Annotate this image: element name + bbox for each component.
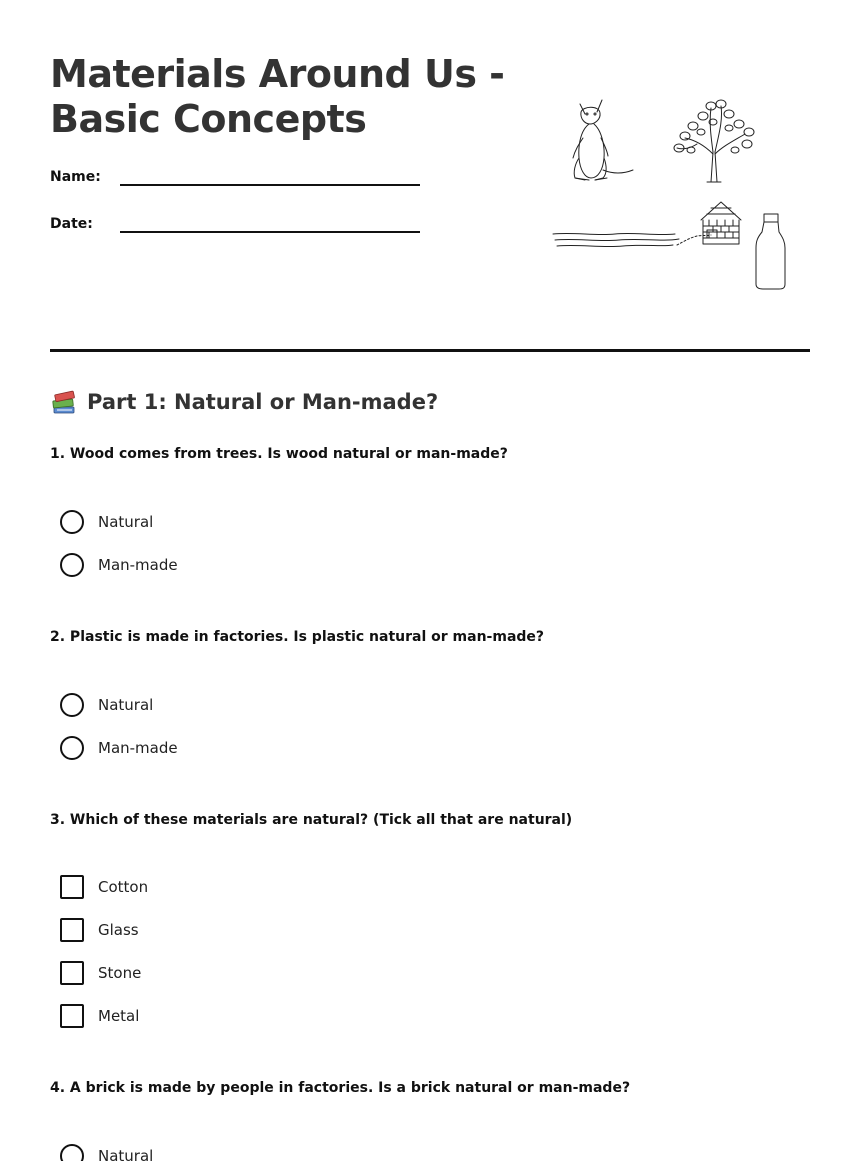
q1-option-natural[interactable] bbox=[60, 510, 153, 534]
checkbox[interactable] bbox=[60, 875, 84, 899]
name-label: Name: bbox=[50, 169, 101, 185]
question-1: 1. Wood comes from trees. Is wood natural or man-made? bbox=[50, 446, 508, 462]
tree-icon bbox=[674, 100, 754, 182]
q4-option-natural[interactable] bbox=[60, 1144, 153, 1161]
option-label: Natural bbox=[98, 1147, 154, 1161]
title-line-1: Materials Around Us - bbox=[50, 52, 505, 96]
option-label: Glass bbox=[98, 921, 139, 939]
section-divider bbox=[50, 349, 810, 352]
books-icon bbox=[50, 388, 78, 416]
option-label: Stone bbox=[98, 964, 142, 982]
title-line-2: Basic Concepts bbox=[50, 97, 367, 141]
q3-option-stone[interactable] bbox=[60, 961, 141, 985]
radio-button[interactable] bbox=[60, 736, 84, 760]
question-4: 4. A brick is made by people in factories. Is a brick natural or man-made? bbox=[50, 1080, 631, 1096]
option-label: Man-made bbox=[98, 556, 178, 574]
radio-button[interactable] bbox=[60, 510, 84, 534]
radio-button[interactable] bbox=[60, 1144, 84, 1161]
option-label: Metal bbox=[98, 1007, 140, 1025]
bottle-icon bbox=[756, 214, 785, 289]
checkbox[interactable] bbox=[60, 961, 84, 985]
materials-illustration bbox=[545, 92, 795, 297]
radio-button[interactable] bbox=[60, 693, 84, 717]
date-label: Date: bbox=[50, 216, 93, 232]
kangaroo-icon bbox=[573, 100, 633, 180]
section-1-title: Part 1: Natural or Man-made? bbox=[87, 390, 439, 414]
q1-option-man-made[interactable] bbox=[60, 553, 178, 577]
radio-button[interactable] bbox=[60, 553, 84, 577]
brick-house-icon bbox=[701, 202, 741, 244]
name-field bbox=[50, 168, 420, 186]
worksheet-title bbox=[50, 52, 530, 142]
option-label: Natural bbox=[98, 696, 154, 714]
option-label: Natural bbox=[98, 513, 154, 531]
question-3: 3. Which of these materials are natural? (Tick all that are natural) bbox=[50, 812, 573, 828]
q2-option-man-made[interactable] bbox=[60, 736, 178, 760]
name-input-line[interactable] bbox=[120, 172, 420, 186]
q3-option-cotton[interactable] bbox=[60, 875, 148, 899]
q3-option-metal[interactable] bbox=[60, 1004, 139, 1028]
date-input-line[interactable] bbox=[120, 219, 420, 233]
date-field bbox=[50, 215, 420, 233]
option-label: Cotton bbox=[98, 878, 149, 896]
question-2: 2. Plastic is made in factories. Is plastic natural or man-made? bbox=[50, 629, 545, 645]
q3-option-glass[interactable] bbox=[60, 918, 139, 942]
checkbox[interactable] bbox=[60, 918, 84, 942]
river-icon bbox=[553, 233, 711, 246]
q2-option-natural[interactable] bbox=[60, 693, 153, 717]
section-1-heading bbox=[50, 388, 438, 416]
checkbox[interactable] bbox=[60, 1004, 84, 1028]
option-label: Man-made bbox=[98, 739, 178, 757]
